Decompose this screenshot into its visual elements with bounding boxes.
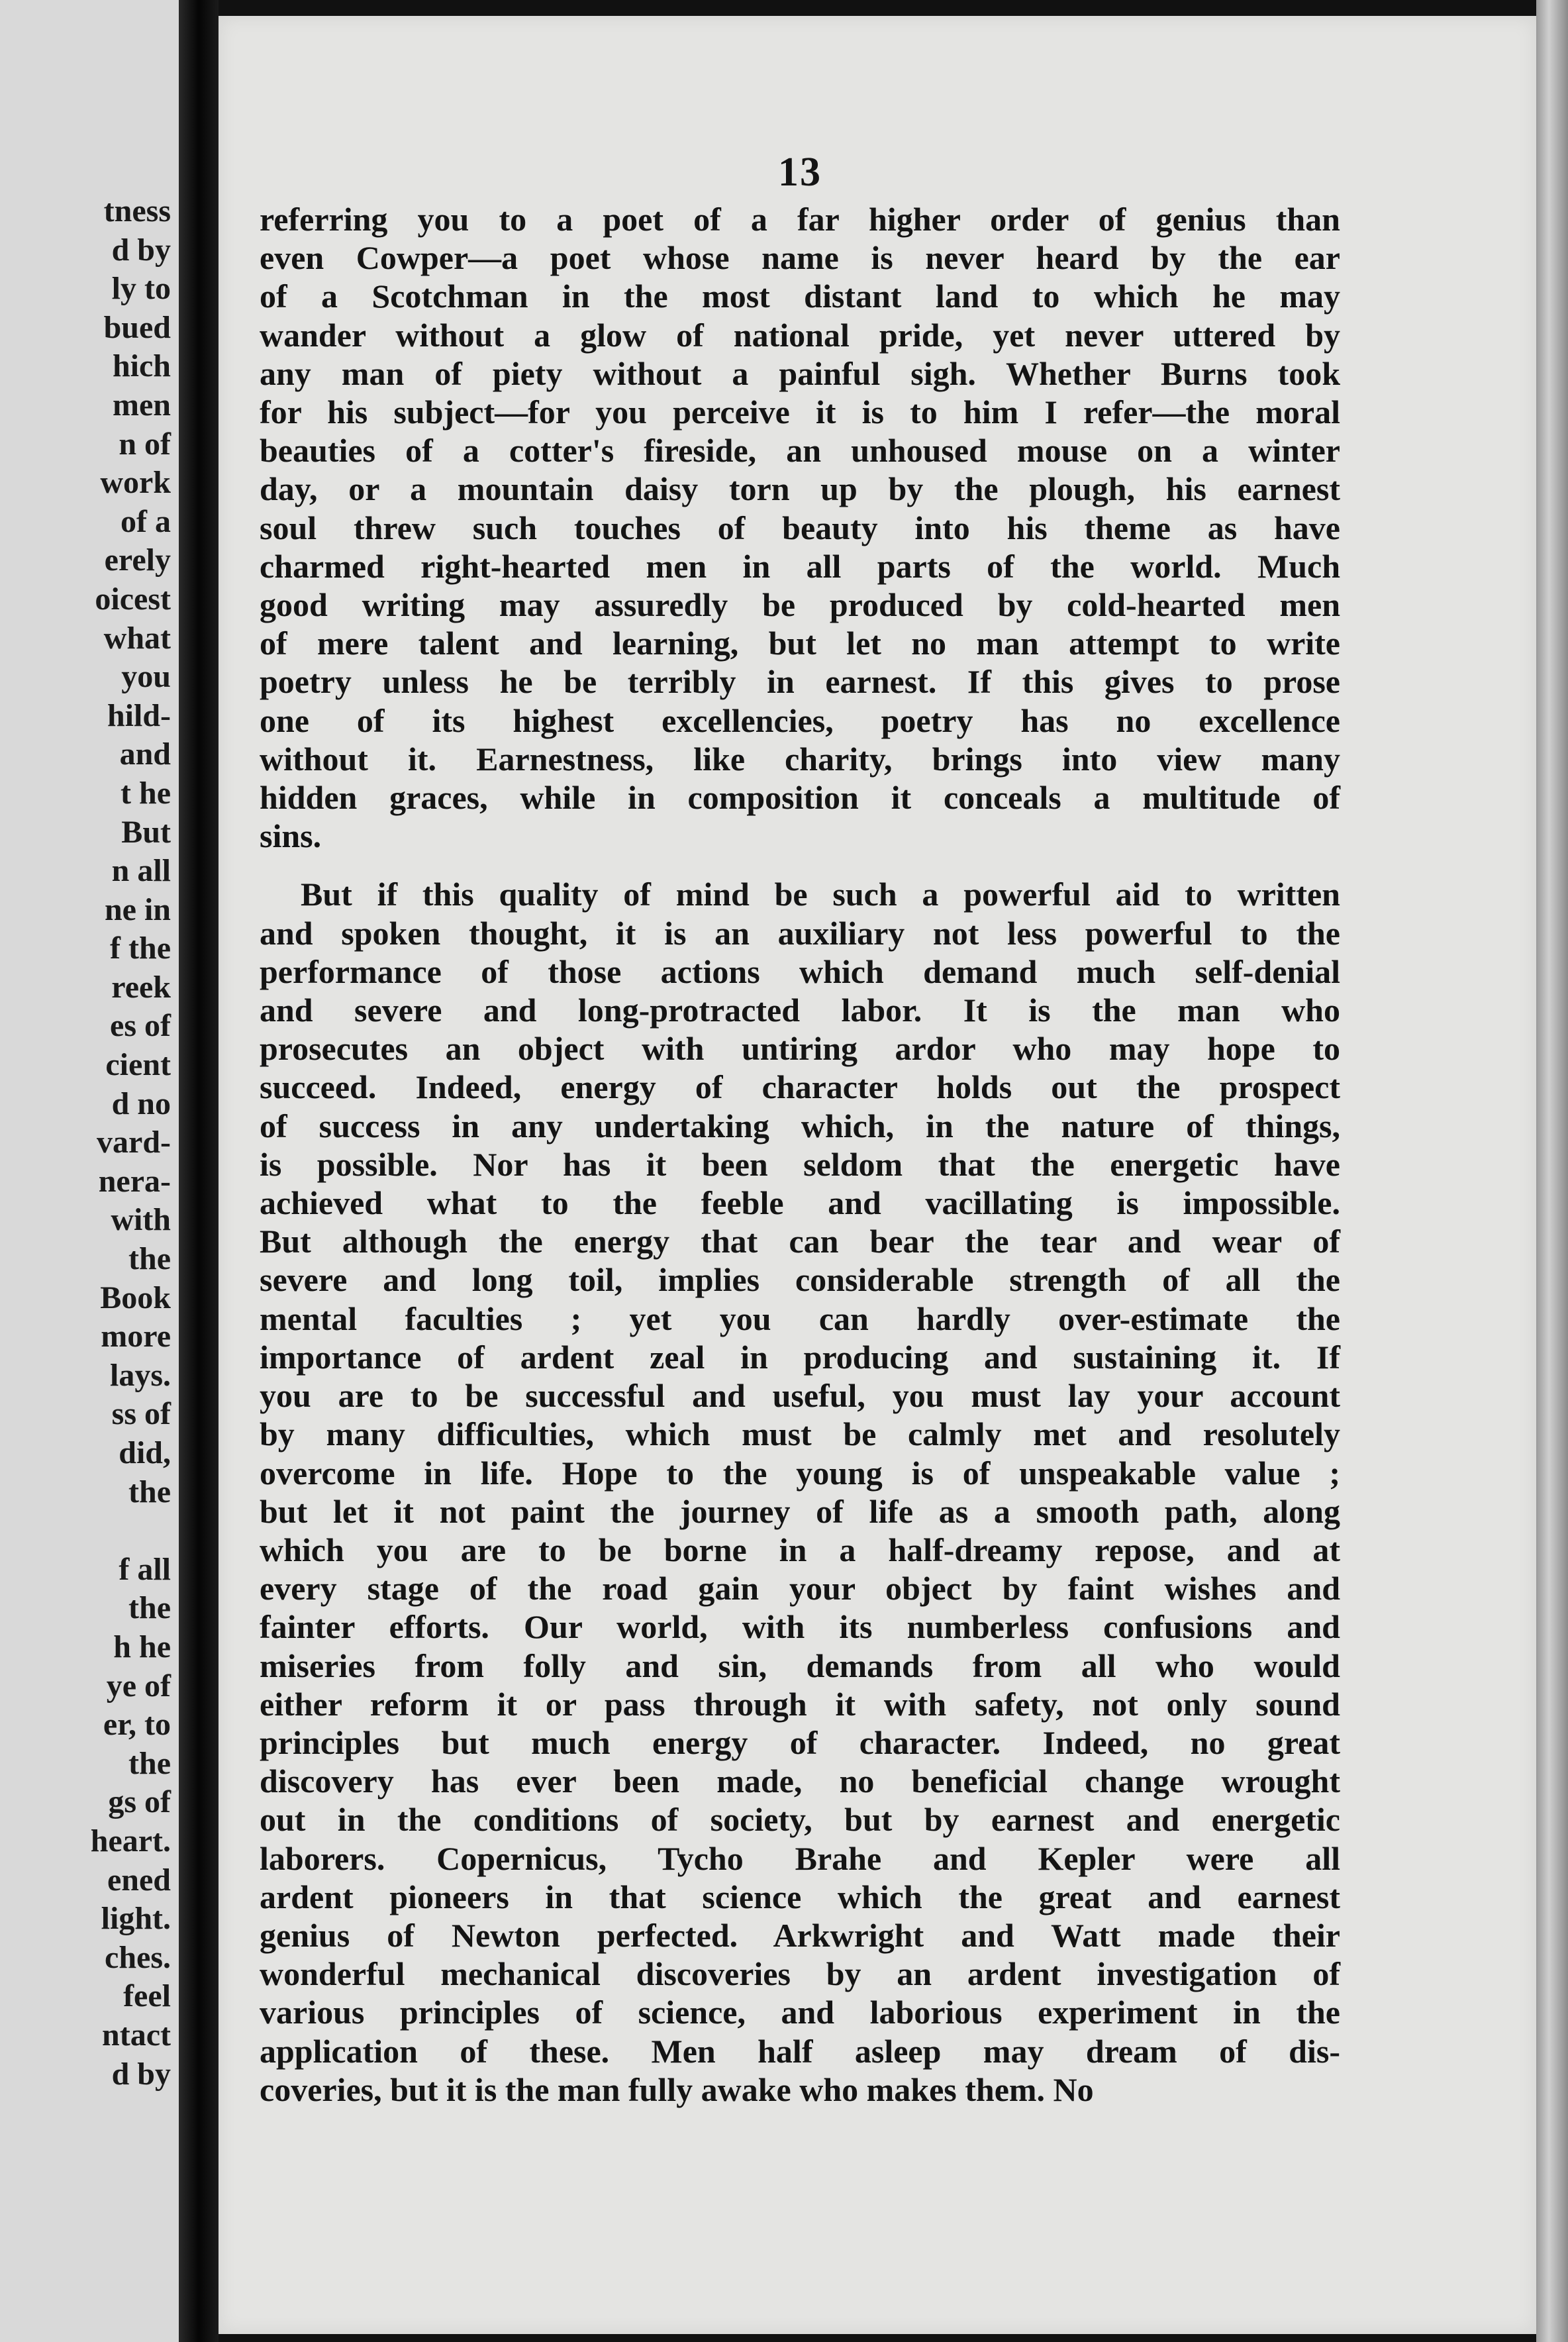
facing-page-line: the bbox=[128, 1474, 171, 1509]
text-line: succeed. Indeed, energy of character holds out the prospect bbox=[260, 1068, 1340, 1106]
text-line: But if this quality of mind be such a powerful aid to written bbox=[301, 876, 1340, 913]
text-line: of success in any undertaking which, in the nature of things, bbox=[260, 1107, 1340, 1145]
text-line: various principles of science, and laborious experiment in the bbox=[260, 1994, 1340, 2031]
text-line: one of its highest excellencies, poetry has no excellence bbox=[260, 701, 1340, 739]
facing-page-line: you bbox=[121, 659, 171, 695]
text-line: charmed right-hearted men in all parts of the world. Much bbox=[260, 547, 1340, 585]
facing-page-line: the bbox=[128, 1590, 171, 1626]
facing-page-line: with bbox=[111, 1202, 171, 1238]
facing-page-line: ntact bbox=[102, 2017, 171, 2053]
facing-page-line: d by bbox=[111, 2056, 171, 2092]
facing-page-line: But bbox=[121, 814, 171, 850]
facing-page-line: the bbox=[128, 1241, 171, 1277]
facing-page-line: h he bbox=[113, 1629, 171, 1664]
text-line: of mere talent and learning, but let no man attempt to write bbox=[260, 625, 1340, 662]
text-line: wonderful mechanical discoveries by an ardent investigation of bbox=[260, 1955, 1340, 1993]
facing-page-line: oicest bbox=[95, 581, 171, 617]
text-line: poetry unless he be terribly in earnest. If this gives to prose bbox=[260, 663, 1340, 701]
facing-page-line: reek bbox=[111, 969, 171, 1005]
text-line: prosecutes an object with untiring ardor who may hope to bbox=[260, 1030, 1340, 1068]
facing-page-line bbox=[91, 1511, 171, 1551]
facing-page-line: tness bbox=[103, 193, 171, 229]
text-line: without it. Earnestness, like charity, brings into view many bbox=[260, 740, 1340, 778]
facing-page-line: hild- bbox=[107, 697, 171, 733]
facing-page-line: n of bbox=[119, 426, 171, 462]
facing-page-line: ened bbox=[107, 1862, 171, 1898]
text-line: mental faculties ; yet you can hardly over-estimate the bbox=[260, 1299, 1340, 1337]
text-line: wander without a glow of national pride, yet never uttered by bbox=[260, 316, 1340, 354]
text-line: referring you to a poet of a far higher order of genius than bbox=[260, 201, 1340, 238]
facing-page-line: did, bbox=[119, 1435, 171, 1470]
page-body bbox=[260, 200, 1340, 2109]
text-line: is possible. Nor has it been seldom that the energetic have bbox=[260, 1145, 1340, 1183]
facing-page-line: heart. bbox=[90, 1823, 171, 1858]
text-line: any man of piety without a painful sigh. Whether Burns took bbox=[260, 354, 1340, 392]
text-line: even Cowper—a poet whose name is never heard by the ear bbox=[260, 239, 1340, 277]
facing-page-line: d by bbox=[111, 232, 171, 268]
text-line: fainter efforts. Our world, with its numberless confusions and bbox=[260, 1608, 1340, 1646]
text-line: laborers. Copernicus, Tycho Brahe and Kepler were all bbox=[260, 1839, 1340, 1877]
paragraph-gap bbox=[260, 855, 1340, 875]
book-gutter bbox=[179, 0, 219, 2342]
text-line: overcome in life. Hope to the young is of unspeakable value ; bbox=[260, 1454, 1340, 1492]
facing-page-line: work bbox=[100, 465, 171, 501]
facing-page bbox=[0, 0, 179, 2342]
facing-page-line: f all bbox=[119, 1551, 171, 1587]
text-line: achieved what to the feeble and vacillating is impossible. bbox=[260, 1184, 1340, 1222]
facing-page-line: gs of bbox=[108, 1784, 171, 1820]
text-line: sins. bbox=[260, 817, 322, 855]
text-line: ardent pioneers in that science which the great and earnest bbox=[260, 1878, 1340, 1915]
paragraph-1 bbox=[260, 200, 1340, 855]
text-line: of a Scotchman in the most distant land to which he may bbox=[260, 278, 1340, 315]
facing-page-line: bued bbox=[103, 309, 171, 345]
facing-page-line: es of bbox=[110, 1008, 171, 1044]
text-line: good writing may assuredly be produced by cold-hearted men bbox=[260, 586, 1340, 624]
facing-page-line: nera- bbox=[98, 1163, 171, 1199]
text-line: which you are to be borne in a half-dreamy repose, and at bbox=[260, 1531, 1340, 1568]
text-line: for his subject—for you perceive it is to him I refer—the moral bbox=[260, 393, 1340, 431]
text-line: day, or a mountain daisy torn up by the plough, his earnest bbox=[260, 470, 1340, 508]
text-line: you are to be successful and useful, you must lay your account bbox=[260, 1377, 1340, 1415]
text-line: importance of ardent zeal in producing and sustaining it. If bbox=[260, 1338, 1340, 1376]
facing-page-line: f the bbox=[110, 931, 171, 966]
paragraph-2 bbox=[260, 875, 1340, 2109]
facing-page-line: more bbox=[101, 1319, 171, 1354]
facing-page-line: vard- bbox=[97, 1125, 171, 1160]
text-line: by many difficulties, which must be calmly met and resolutely bbox=[260, 1415, 1340, 1453]
text-line: discovery has ever been made, no beneficial change wrought bbox=[260, 1762, 1340, 1800]
facing-page-line: erely bbox=[104, 542, 171, 578]
text-line: and spoken thought, it is an auxiliary not less powerful to the bbox=[260, 914, 1340, 952]
facing-page-line: cient bbox=[105, 1047, 171, 1083]
facing-page-line: ches. bbox=[105, 1939, 171, 1975]
text-line: beauties of a cotter's fireside, an unhoused mouse on a winter bbox=[260, 432, 1340, 470]
facing-page-line: Book bbox=[100, 1280, 171, 1315]
text-line: but let it not paint the journey of life as a smooth path, along bbox=[260, 1492, 1340, 1530]
facing-page-line: lays. bbox=[109, 1357, 171, 1393]
facing-page-line: t he bbox=[121, 775, 171, 811]
facing-page-line: of a bbox=[121, 503, 171, 539]
text-line: every stage of the road gain your object by faint wishes and bbox=[260, 1570, 1340, 1607]
text-line: hidden graces, while in composition it conceals a multitude of bbox=[260, 779, 1340, 817]
facing-page-line: the bbox=[128, 1745, 171, 1781]
text-line: and severe and long-protracted labor. It is the man who bbox=[260, 992, 1340, 1029]
text-line: miseries from folly and sin, demands from all who would bbox=[260, 1647, 1340, 1684]
text-line: performance of those actions which demand much self-denial bbox=[260, 952, 1340, 990]
page-number: 13 bbox=[778, 150, 822, 195]
facing-page-line: men bbox=[113, 387, 171, 423]
page-edge bbox=[1536, 0, 1568, 2342]
facing-page-line: d no bbox=[111, 1086, 171, 1121]
text-line: severe and long toil, implies considerable strength of all the bbox=[260, 1261, 1340, 1299]
text-line: out in the conditions of society, but by earnest and energetic bbox=[260, 1801, 1340, 1839]
text-line: coveries, but it is the man fully awake who makes them. No bbox=[260, 2070, 1094, 2108]
facing-page-line: what bbox=[103, 620, 171, 656]
text-line: soul threw such touches of beauty into his theme as have bbox=[260, 509, 1340, 546]
facing-page-line: ne in bbox=[104, 891, 171, 927]
facing-page-line: ss of bbox=[111, 1396, 171, 1432]
text-line: genius of Newton perfected. Arkwright and Watt made their bbox=[260, 1916, 1340, 1954]
facing-page-line: er, to bbox=[103, 1707, 171, 1743]
facing-page-line: hich bbox=[112, 348, 171, 384]
facing-page-line: n all bbox=[111, 853, 171, 889]
text-line: But although the energy that can bear the tear and wear of bbox=[260, 1223, 1340, 1260]
facing-page-line: ye of bbox=[106, 1668, 171, 1704]
text-line: principles but much energy of character. Indeed, no great bbox=[260, 1723, 1340, 1761]
facing-page-line: feel bbox=[123, 1978, 171, 2014]
facing-page-line: light. bbox=[101, 1901, 171, 1937]
facing-page-line: ly to bbox=[111, 271, 171, 307]
text-line: either reform it or pass through it with safety, not only sound bbox=[260, 1685, 1340, 1723]
text-line: application of these. Men half asleep may dream of dis- bbox=[260, 2032, 1340, 2070]
facing-page-line: and bbox=[119, 737, 171, 772]
facing-page-text bbox=[91, 192, 171, 2094]
